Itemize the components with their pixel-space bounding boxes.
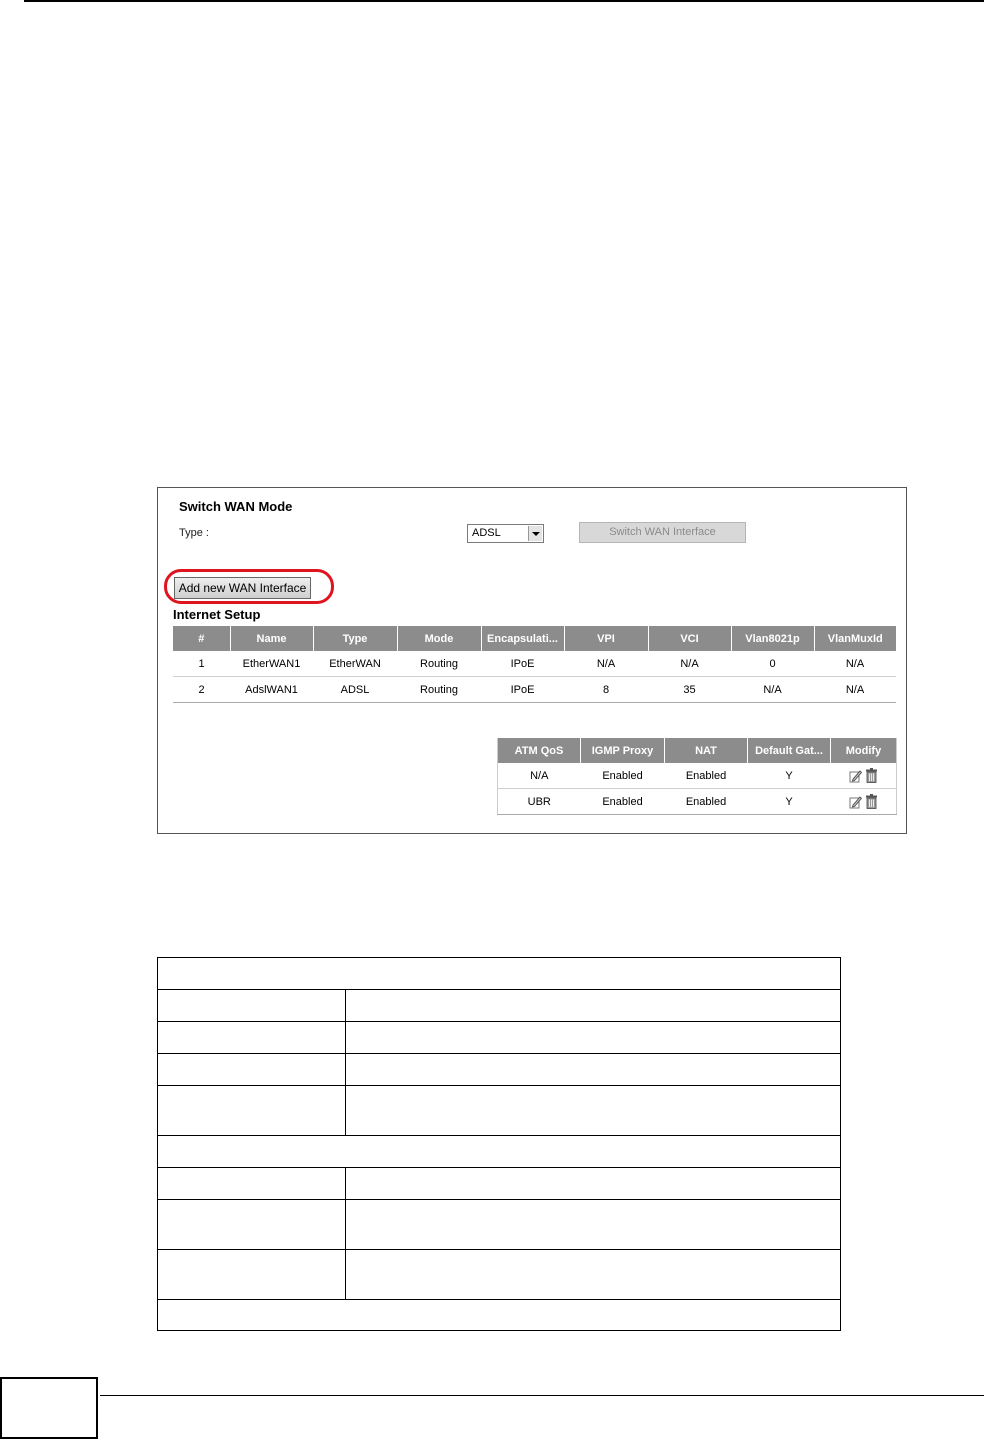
- table-divider: [158, 1021, 840, 1022]
- col-mode[interactable]: Mode: [397, 626, 481, 651]
- cell-atm-qos: UBR: [498, 789, 581, 815]
- col-vpi[interactable]: VPI: [564, 626, 648, 651]
- edit-icon[interactable]: [849, 795, 862, 809]
- cell-vlan8021p: 0: [731, 651, 814, 677]
- cell-modify: [831, 789, 897, 815]
- table-header-row: [173, 626, 896, 651]
- description-table: [157, 957, 841, 1331]
- cell-nat: Enabled: [665, 789, 748, 815]
- type-label: Type :: [179, 527, 209, 539]
- col-vlanmuxid[interactable]: VlanMuxId: [814, 626, 896, 651]
- wan-interface-table-continued: [497, 738, 897, 815]
- cell-vlan8021p: N/A: [731, 677, 814, 703]
- col-atm-qos[interactable]: ATM QoS: [498, 738, 581, 763]
- table-row: [498, 789, 897, 815]
- cell-type: ADSL: [313, 677, 397, 703]
- cell-igmp-proxy: Enabled: [581, 789, 665, 815]
- wan-interface-table: [173, 626, 896, 703]
- switch-wan-title: Switch WAN Mode: [179, 499, 293, 514]
- cell-number: 2: [173, 677, 230, 703]
- col-name[interactable]: Name: [230, 626, 313, 651]
- col-modify: Modify: [831, 738, 897, 763]
- cell-vpi: N/A: [564, 651, 648, 677]
- page-number-box: [0, 1377, 98, 1439]
- cell-name: EtherWAN1: [230, 651, 313, 677]
- table-row: [173, 677, 896, 703]
- table-header-row: [498, 738, 897, 763]
- header-rule: [24, 0, 984, 2]
- cell-igmp-proxy: Enabled: [581, 763, 665, 789]
- delete-icon[interactable]: [865, 794, 878, 809]
- table-row: [173, 651, 896, 677]
- column-divider: [345, 1167, 346, 1299]
- table-divider: [158, 1167, 840, 1168]
- cell-vci: N/A: [648, 651, 731, 677]
- table-divider: [158, 1135, 840, 1136]
- wan-setup-panel: [157, 487, 907, 834]
- highlight-circle: [164, 569, 334, 604]
- cell-modify: [831, 763, 897, 789]
- col-vci[interactable]: VCI: [648, 626, 731, 651]
- cell-vlanmuxid: N/A: [814, 677, 896, 703]
- cell-encapsulation: IPoE: [481, 651, 564, 677]
- cell-number: 1: [173, 651, 230, 677]
- cell-vci: 35: [648, 677, 731, 703]
- switch-wan-interface-button[interactable]: Switch WAN Interface: [579, 522, 746, 543]
- cell-atm-qos: N/A: [498, 763, 581, 789]
- col-number[interactable]: #: [173, 626, 230, 651]
- type-select[interactable]: [467, 524, 544, 543]
- cell-default-gateway: Y: [748, 789, 831, 815]
- table-divider: [158, 1249, 840, 1250]
- cell-vlanmuxid: N/A: [814, 651, 896, 677]
- table-divider: [158, 989, 840, 990]
- chevron-down-icon[interactable]: [528, 526, 542, 541]
- cell-encapsulation: IPoE: [481, 677, 564, 703]
- col-type[interactable]: Type: [313, 626, 397, 651]
- column-divider: [345, 989, 346, 1135]
- cell-nat: Enabled: [665, 763, 748, 789]
- delete-icon[interactable]: [865, 768, 878, 783]
- table-divider: [158, 1053, 840, 1054]
- col-nat[interactable]: NAT: [665, 738, 748, 763]
- edit-icon[interactable]: [849, 769, 862, 783]
- col-igmp-proxy[interactable]: IGMP Proxy: [581, 738, 665, 763]
- col-encapsulation[interactable]: Encapsulati...: [481, 626, 564, 651]
- cell-name: AdslWAN1: [230, 677, 313, 703]
- table-divider: [158, 1299, 840, 1300]
- cell-mode: Routing: [397, 651, 481, 677]
- cell-type: EtherWAN: [313, 651, 397, 677]
- internet-setup-title: Internet Setup: [173, 607, 261, 622]
- table-divider: [158, 1199, 840, 1200]
- footer-rule: [100, 1395, 984, 1396]
- cell-mode: Routing: [397, 677, 481, 703]
- add-new-wan-interface-button[interactable]: Add new WAN Interface: [174, 577, 311, 599]
- type-select-value: ADSL: [472, 527, 501, 539]
- col-default-gateway[interactable]: Default Gat...: [748, 738, 831, 763]
- cell-default-gateway: Y: [748, 763, 831, 789]
- col-vlan8021p[interactable]: Vlan8021p: [731, 626, 814, 651]
- table-divider: [158, 1085, 840, 1086]
- table-row: [498, 763, 897, 789]
- cell-vpi: 8: [564, 677, 648, 703]
